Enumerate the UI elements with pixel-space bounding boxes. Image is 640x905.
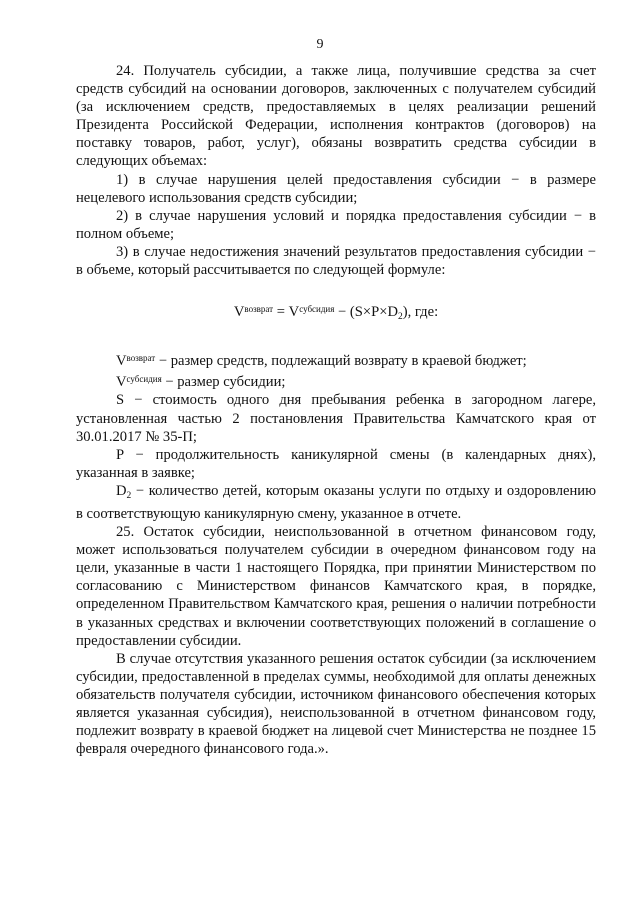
def-d2-sub: 2 — [126, 490, 132, 501]
def-v-return-sup: возврат — [126, 353, 156, 364]
list-item-2: 2) в случае нарушения условий и порядка предоставления субсидии − в полном объеме; — [76, 207, 596, 242]
definition-d2 — [76, 482, 596, 523]
formula-rest-a: − (S×P×D — [334, 304, 398, 321]
formula-v-subsidy: V — [288, 304, 300, 321]
formula-v-return: V — [233, 304, 245, 321]
list-item-3: 3) в случае недостижения значений результатов предоставления субсидии − в объеме, который рассчитывается по следующей формуле: — [76, 243, 596, 279]
formula-d-sub: 2 — [398, 312, 403, 323]
paragraph-24: 24. Получатель субсидии, а также лица, получившие средства за счет средств субсидий на основании договоров, заключенных с получателем субсидий (за исключением средств, предоставляемых в целях реализации решений Президента Российской Федерации, исполнения контрактов (договоров) на поставку товаров, работ, услуг), обязаны возвратить средства субсидии в следующих объемах: — [76, 63, 596, 170]
document-body — [76, 62, 596, 758]
definition-p: P − продолжительность каникулярной смены (в календарных днях), указанная в заявке; — [76, 446, 596, 481]
def-v-return-sym: V — [116, 353, 127, 370]
definition-s: S − стоимость одного дня пребывания ребенка в загородном лагере, установленная частью 2 постановления Правительства Камчатского края от 30.01.2017 № 35-П; — [76, 392, 596, 445]
formula-rest-b: ), где: — [402, 304, 439, 321]
return-formula — [76, 300, 596, 326]
definition-v-return — [76, 349, 596, 370]
def-v-subsidy-sym: V — [116, 374, 127, 391]
page-number: 9 — [316, 37, 324, 52]
def-d2-sym: D — [116, 482, 127, 499]
paragraph-25: 25. Остаток субсидии, неиспользованной в отчетном финансовом году, может использоваться получателем субсидии в очередном финансовом году на цели, указанные в части 1 настоящего Порядка, при принятии Министерством по согласованию с Министерством финансов Камчатского края, в порядке, определенном Правительством Камчатского края, решения о наличии потребности в указанных средствах и включении соответствующих положений в соглашение о предоставлении субсидии. — [76, 524, 596, 649]
def-v-return-text: − размер средств, подлежащий возврату в краевой бюджет; — [155, 353, 527, 370]
paragraph-final: В случае отсутствия указанного решения остаток субсидии (за исключением субсидии, предоставленной в пределах суммы, необходимой для оплаты денежных обязательств получателя субсидии, источником финансового обеспечения которых является указанная субсидия), неиспользованной в отчетном финансовом году, подлежит возврату в краевой бюджет на лицевой счет Министерства не позднее 15 февраля очередного финансового года.». — [76, 650, 596, 758]
formula-v-return-sup: возврат — [244, 304, 274, 315]
def-v-subsidy-sup: субсидия — [126, 374, 162, 385]
def-d2-text: − количество детей, которым оказаны услуги по отдыху и оздоровлению в соответствующую каникулярную смену, указанное в отчете. — [76, 482, 596, 522]
formula-v-subsidy-sup: субсидия — [299, 304, 335, 315]
formula-eq: = — [273, 304, 289, 321]
definition-v-subsidy — [76, 370, 596, 391]
def-v-subsidy-text: − размер субсидии; — [161, 374, 286, 391]
list-item-1: 1) в случае нарушения целей предоставления субсидии − в размере нецелевого использования средств субсидии; — [76, 171, 596, 206]
